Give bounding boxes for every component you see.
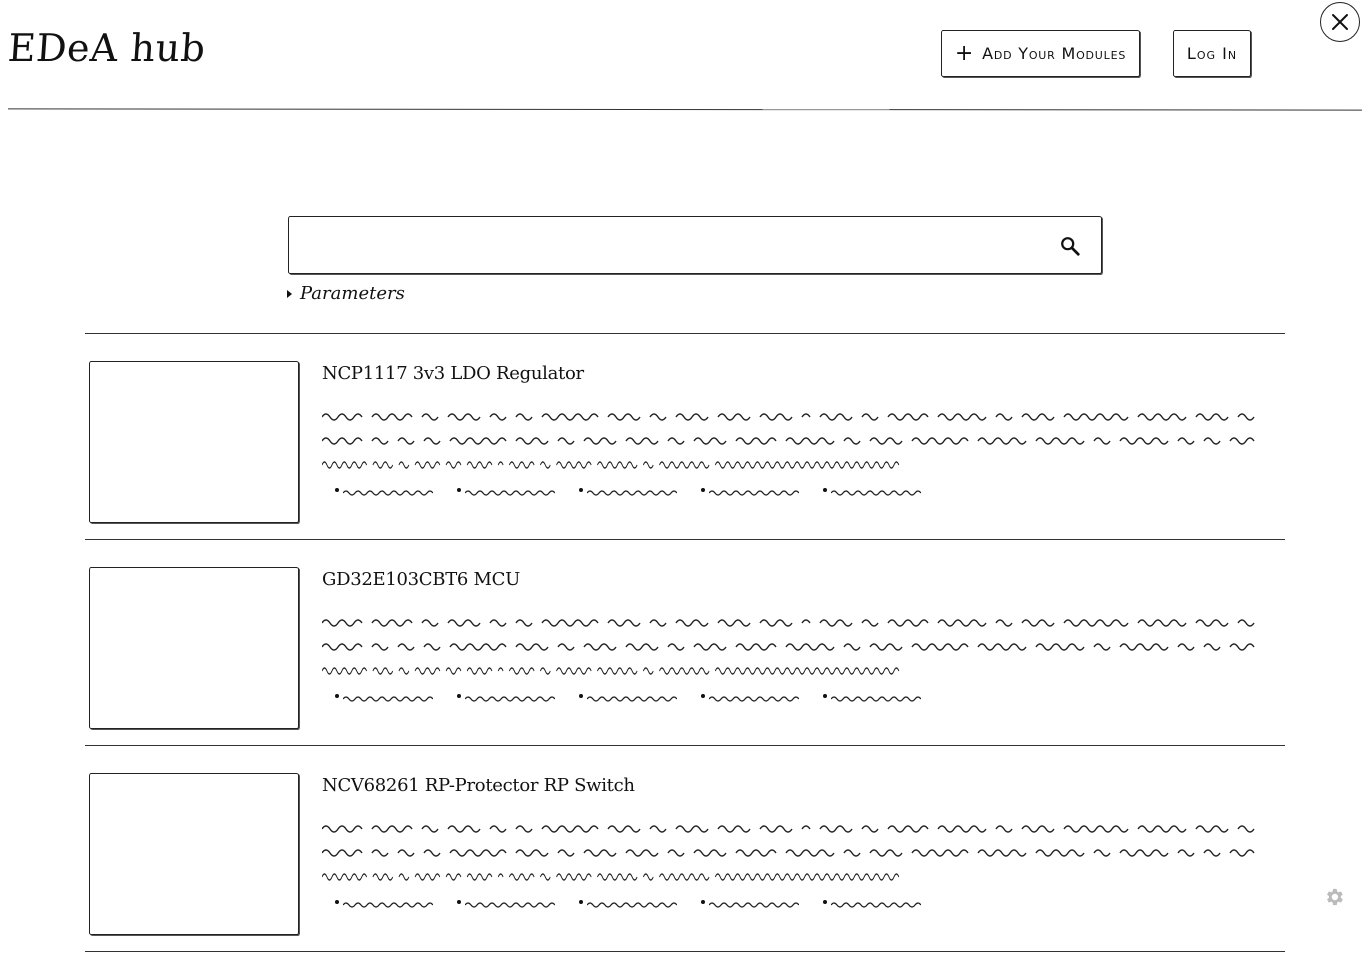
add-modules-label: Add Your Modules (982, 44, 1127, 63)
login-button[interactable] (1173, 30, 1251, 77)
result-description-placeholder (322, 407, 1257, 479)
result-item (85, 541, 1285, 746)
search-box (288, 216, 1102, 274)
result-description-placeholder (322, 613, 1257, 685)
caret-right-icon (287, 290, 292, 298)
header-divider (8, 108, 1362, 110)
tag-placeholder[interactable] (457, 900, 559, 910)
close-button[interactable] (1320, 2, 1360, 42)
tag-placeholder[interactable] (579, 488, 681, 498)
tag-placeholder[interactable] (701, 694, 803, 704)
result-thumbnail[interactable] (89, 567, 299, 729)
search-input[interactable] (297, 225, 1037, 265)
login-label: Log In (1186, 44, 1238, 63)
tag-placeholder[interactable] (335, 488, 437, 498)
result-thumbnail[interactable] (89, 361, 299, 523)
result-tags (335, 694, 925, 704)
result-item (85, 747, 1285, 952)
gear-icon[interactable] (1323, 886, 1345, 908)
search-icon[interactable] (1059, 235, 1081, 257)
results-divider (85, 539, 1285, 540)
result-tags (335, 900, 925, 910)
result-title[interactable]: GD32E103CBT6 MCU (322, 569, 520, 590)
tag-placeholder[interactable] (823, 694, 925, 704)
results-divider (85, 333, 1285, 334)
tag-placeholder[interactable] (335, 900, 437, 910)
result-item (85, 335, 1285, 540)
result-thumbnail[interactable] (89, 773, 299, 935)
tag-placeholder[interactable] (579, 900, 681, 910)
tag-placeholder[interactable] (701, 900, 803, 910)
plus-icon: + (954, 40, 975, 66)
result-title[interactable]: NCP1117 3v3 LDO Regulator (322, 363, 584, 384)
results-divider (85, 951, 1285, 952)
site-logo[interactable]: EDeA hub (6, 26, 208, 70)
tag-placeholder[interactable] (701, 488, 803, 498)
parameters-label: Parameters (300, 283, 405, 304)
add-modules-button[interactable] (941, 30, 1140, 77)
tag-placeholder[interactable] (457, 488, 559, 498)
parameters-toggle[interactable] (287, 283, 405, 304)
result-tags (335, 488, 925, 498)
result-title[interactable]: NCV68261 RP-Protector RP Switch (322, 775, 635, 796)
tag-placeholder[interactable] (335, 694, 437, 704)
results-divider (85, 745, 1285, 746)
tag-placeholder[interactable] (823, 900, 925, 910)
result-description-placeholder (322, 819, 1257, 891)
tag-placeholder[interactable] (457, 694, 559, 704)
close-icon (1331, 13, 1349, 31)
tag-placeholder[interactable] (823, 488, 925, 498)
tag-placeholder[interactable] (579, 694, 681, 704)
